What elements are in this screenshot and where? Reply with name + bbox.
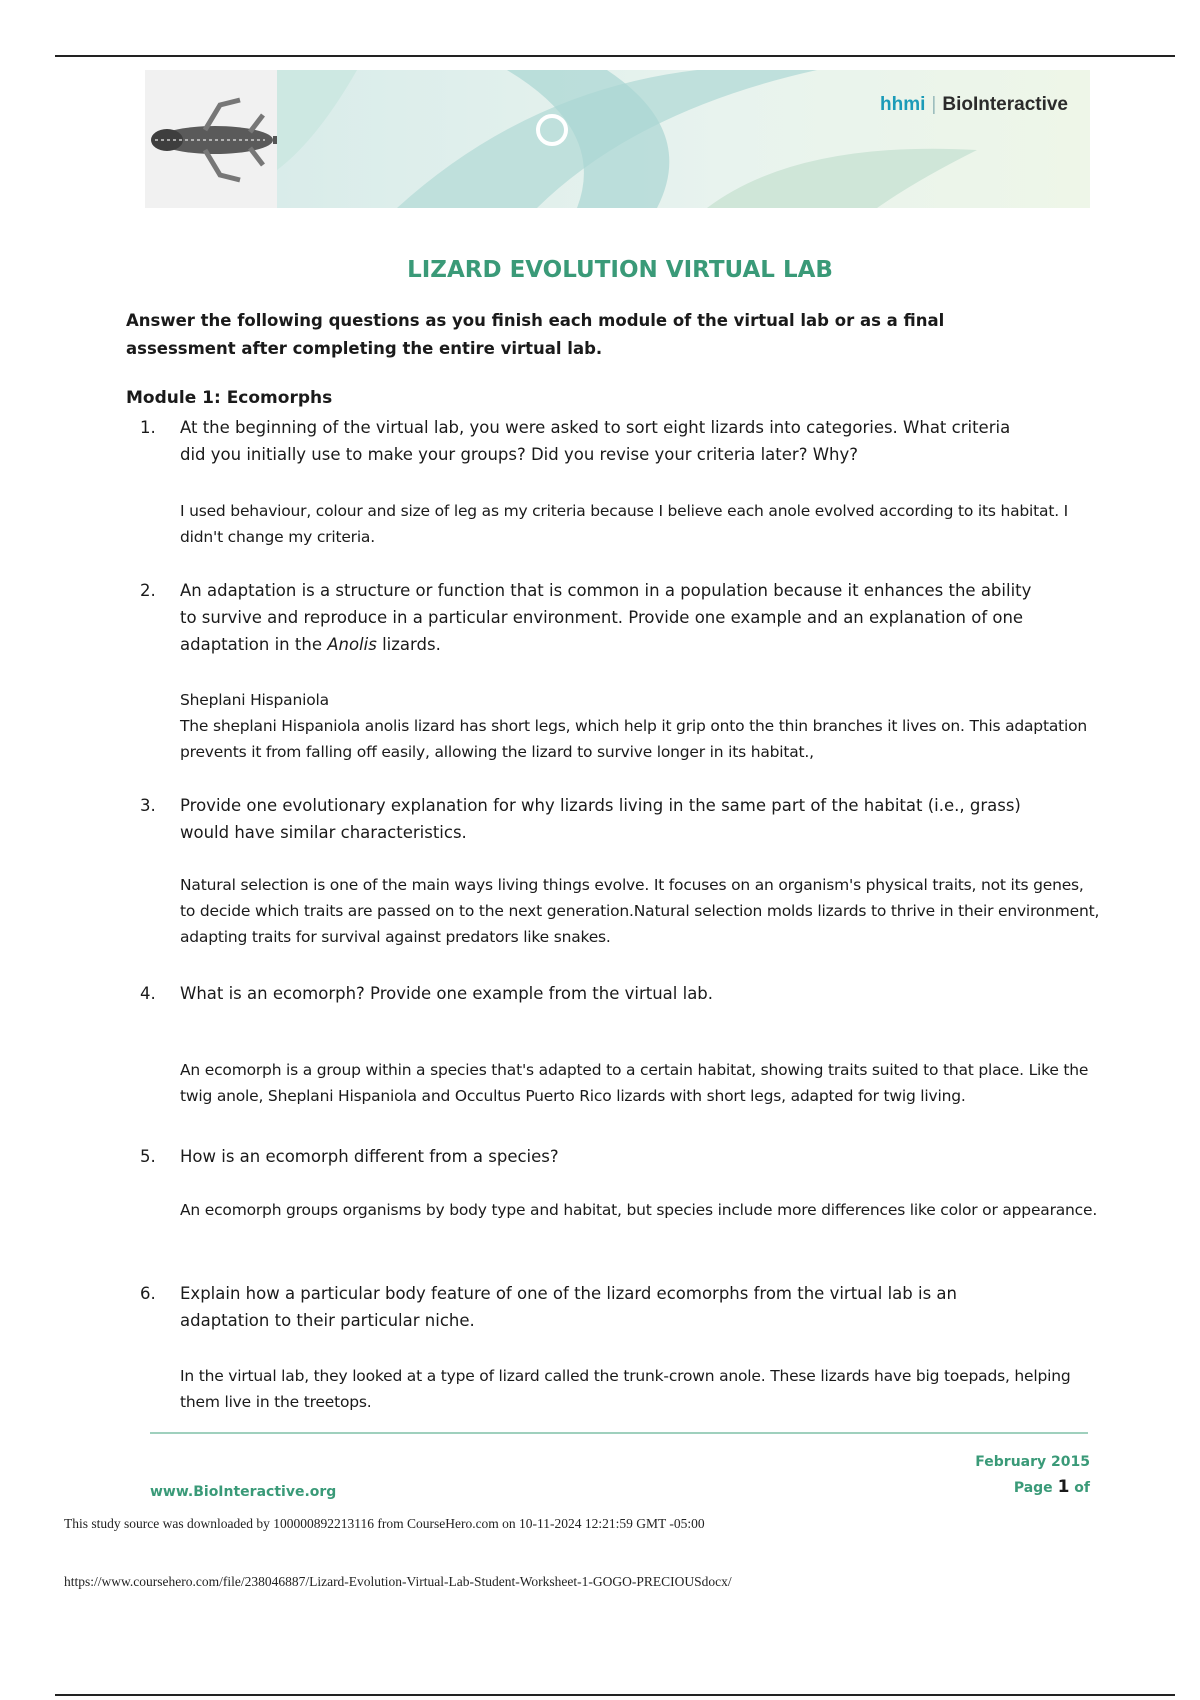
footer-date-block (975, 1450, 1090, 1501)
question-2 (140, 577, 1040, 658)
intro-instructions: Answer the following questions as you finish each module of the virtual lab or as a final assessment after completing the entire virtual lab. (126, 311, 945, 358)
source-download-note: This study source was downloaded by 100000892213116 from CourseHero.com on 10-11-2024 12:21:59 GMT -05:00 (64, 1516, 705, 1531)
question-text: What is an ecomorph? Provide one example from the virtual lab. (180, 984, 714, 1003)
question-1 (140, 414, 1040, 468)
page-suffix: of (1074, 1480, 1090, 1496)
logo-biointeractive-text: BioInteractive (942, 94, 1068, 115)
footer-website-link[interactable]: www.BioInteractive.org (150, 1484, 337, 1500)
question-text: How is an ecomorph different from a species? (180, 1147, 559, 1166)
answer-5: An ecomorph groups organisms by body type and habitat, but species include more differences like color or appearance. (180, 1201, 1098, 1219)
question-6 (140, 1280, 1040, 1334)
question-number: 4. (140, 984, 156, 1003)
question-5 (140, 1143, 1040, 1170)
question-text (180, 577, 1040, 658)
biointeractive-logo (880, 94, 1068, 116)
banner-decoration (277, 70, 1090, 208)
logo-separator: | (931, 94, 937, 115)
question-text: Provide one evolutionary explanation for why lizards living in the same part of the habitat (i.e., grass) would have similar characteristics. (180, 796, 1021, 842)
header-banner (145, 70, 1090, 208)
answer-1: I used behaviour, colour and size of leg as my criteria because I believe each anole evolved according to its habitat. I didn't change my criteria. (180, 502, 1069, 546)
footer-date: February 2015 (975, 1454, 1090, 1470)
question-number: 6. (140, 1284, 156, 1303)
footer-rule (150, 1432, 1088, 1434)
module-heading: Module 1: Ecomorphs (126, 388, 333, 408)
lizard-xray-image (145, 70, 277, 208)
answer-3: Natural selection is one of the main ways living things evolve. It focuses on an organism's physical traits, not its genes, to decide which traits are passed on to the next generation.Natural selection molds lizards to thrive in their environment, adapting traits for survival against predators like snakes. (180, 876, 1100, 946)
question-number: 3. (140, 796, 156, 815)
genus-name: Anolis (327, 635, 377, 654)
question-number: 1. (140, 418, 156, 437)
source-url[interactable]: https://www.coursehero.com/file/238046887/Lizard-Evolution-Virtual-Lab-Student-Worksheet-1-GOGO-PRECIOUSdocx/ (64, 1574, 732, 1589)
bottom-rule (55, 1694, 1175, 1696)
answer-2: The sheplani Hispaniola anolis lizard has short legs, which help it grip onto the thin branches it lives on. This adaptation prevents it from falling off easily, allowing the lizard to survive longer in its habitat., (180, 717, 1088, 761)
question-number: 2. (140, 581, 156, 600)
question-text: At the beginning of the virtual lab, you were asked to sort eight lizards into categories. What criteria did you initially use to make your groups? Did you revise your criteria later? Why? (180, 418, 1011, 464)
page-prefix: Page (1013, 1480, 1053, 1496)
question-text-part: lizards. (376, 635, 441, 654)
answer-6: In the virtual lab, they looked at a type of lizard called the trunk-crown anole. These lizards have big toepads, helping them live in the treetops. (180, 1367, 1071, 1411)
answer-4: An ecomorph is a group within a species that's adapted to a certain habitat, showing traits suited to that place. Like the twig anole, Sheplani Hispaniola and Occultus Puerto Rico lizards with short legs, adapted for twig living. (180, 1061, 1089, 1105)
page-indicator (975, 1475, 1090, 1501)
top-rule (55, 55, 1175, 57)
page-number: 1 (1057, 1477, 1070, 1497)
question-text: Explain how a particular body feature of one of the lizard ecomorphs from the virtual lab is an adaptation to their particular niche. (180, 1284, 957, 1330)
question-text-part: An adaptation is a structure or function that is common in a population because it enhances the ability to survive and reproduce in a particular environment. Provide one example and an explanation of one adaptation in the (180, 581, 1032, 654)
question-4 (140, 980, 1040, 1007)
question-3 (140, 792, 1040, 846)
answer-2-title: Sheplani Hispaniola (180, 691, 329, 709)
page-title: LIZARD EVOLUTION VIRTUAL LAB (407, 257, 833, 283)
logo-hhmi-text: hhmi (880, 94, 926, 115)
question-number: 5. (140, 1147, 156, 1166)
